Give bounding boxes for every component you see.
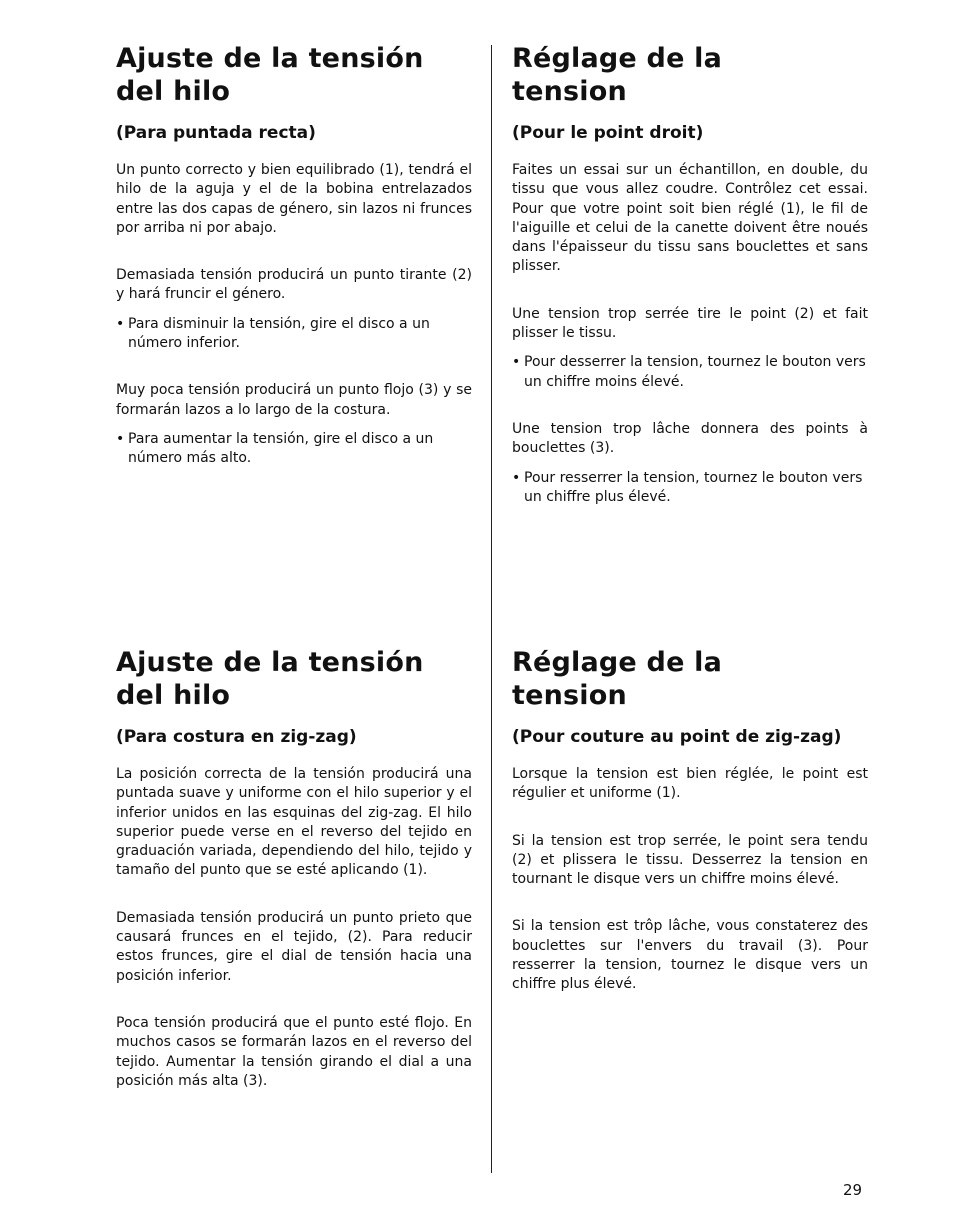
title-line-2: tension — [512, 76, 627, 107]
section-fr-straight-stitch — [512, 42, 868, 535]
bullet-marker: • — [512, 354, 521, 371]
paragraph-correct-tension: La posición correcta de la tensión producirá una puntada suave y uniforme con el hilo superior y el inferior unidos en las esquinas del zig-zag. El hilo superior puede verse en el reverso del tejido en graduación variada, dependiendo del hilo, tejido y tamaño del punto que se esté aplicando (1). — [116, 766, 472, 879]
bullet-text: Pour resserrer la tension, tournez le bouton vers un chiffre plus élevé. — [524, 469, 863, 505]
section-title — [512, 646, 868, 712]
paragraph-too-little-tension: Une tension trop lâche donnera des points à bouclettes (3). — [512, 420, 868, 457]
section-title — [116, 42, 472, 108]
bullet-increase-tension — [512, 469, 868, 508]
bullet-increase-tension — [116, 430, 472, 469]
bullet-decrease-tension — [512, 353, 868, 392]
bullet-marker: • — [512, 469, 521, 486]
section-subtitle: (Para costura en zig-zag) — [116, 727, 357, 747]
bullet-marker: • — [116, 430, 125, 447]
paragraph-correct-stitch: Un punto correcto y bien equilibrado (1), tendrá el hilo de la aguja y el de la bobina entrelazados entre las dos capas de género, sin lazos ni frunces por arriba ni por abajo. — [116, 162, 472, 236]
section-subtitle: (Pour le point droit) — [512, 123, 704, 143]
paragraph-too-much-tension: Demasiada tensión producirá un punto tirante (2) y hará fruncir el género. — [116, 267, 472, 303]
paragraph-too-much-tension: Demasiada tensión producirá un punto prieto que causará frunces en el tejido, (2). Para reducir estos frunces, gire el dial de tensión hacia una posición inferior. — [116, 909, 472, 984]
paragraph-too-little-tension: Muy poca tensión producirá un punto flojo (3) y se formarán lazos a lo largo de la costura. — [116, 382, 472, 418]
title-line-1: Ajuste de la tensión — [116, 647, 424, 678]
bullet-marker: • — [116, 315, 125, 332]
paragraph-too-little-tension: Poca tensión producirá que el punto esté flojo. En muchos casos se formarán lazos en el reverso del tejido. Aumentar la tensión girando el dial a una posición más alta (3). — [116, 1014, 472, 1089]
paragraph-too-little-tension: Si la tension est trôp lâche, vous constaterez des bouclettes sur l'envers du travail (3). Pour resserrer la tension, tournez le disque vers un chiffre plus élevé. — [512, 918, 868, 993]
page-number: 29 — [843, 1181, 863, 1199]
title-line-2: tension — [512, 680, 627, 711]
title-line-1: Réglage de la — [512, 647, 723, 678]
section-fr-zigzag — [512, 646, 868, 1023]
paragraph-correct-tension: Lorsque la tension est bien réglée, le point est régulier et uniforme (1). — [512, 766, 868, 802]
bullet-decrease-tension — [116, 315, 472, 354]
section-title — [512, 42, 868, 108]
section-subtitle: (Pour couture au point de zig-zag) — [512, 727, 842, 747]
paragraph-too-much-tension: Si la tension est trop serrée, le point sera tendu (2) et plissera le tissu. Desserrez la tension en tournant le disque vers un chiffre moins élevé. — [512, 832, 868, 888]
section-es-zigzag — [116, 646, 472, 1119]
title-line-2: del hilo — [116, 76, 231, 107]
section-es-straight-stitch — [116, 42, 472, 497]
paragraph-correct-stitch: Faites un essai sur un échantillon, en double, du tissu que vous allez coudre. Contrôlez cet essai. Pour que votre point soit bien réglé (1), le fil de l'aiguille et celui de la canette doivent être noués dans l'épaisseur du tissu sans bouclettes et sans plisser. — [512, 162, 868, 275]
title-line-2: del hilo — [116, 680, 231, 711]
bullet-text: Pour desserrer la tension, tournez le bouton vers un chiffre moins élevé. — [524, 354, 866, 390]
title-line-1: Réglage de la — [512, 43, 723, 74]
bullet-text: Para aumentar la tensión, gire el disco a un número más alto. — [128, 430, 434, 467]
section-title — [116, 646, 472, 712]
paragraph-too-much-tension: Une tension trop serrée tire le point (2) et fait plisser le tissu. — [512, 305, 868, 342]
bullet-text: Para disminuir la tensión, gire el disco a un número inferior. — [128, 315, 430, 352]
title-line-1: Ajuste de la tensión — [116, 43, 424, 74]
column-divider — [491, 45, 492, 1173]
section-subtitle: (Para puntada recta) — [116, 123, 316, 143]
